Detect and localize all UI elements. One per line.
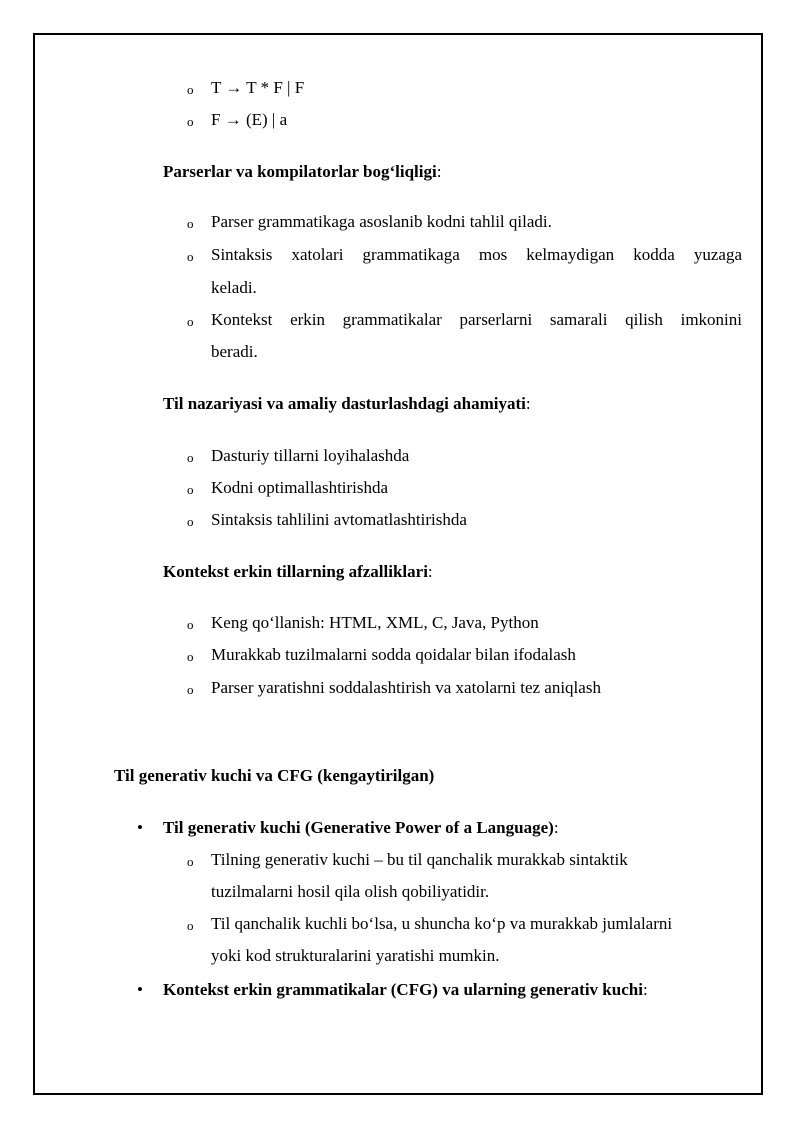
heading-parsers-compilers [163,162,441,182]
bullet-generative-power [163,818,559,838]
list-item: Dasturiy tillarni loyihalashda [211,446,410,465]
bullet-marker: • [137,818,143,837]
heading-advantages [163,562,433,582]
list-item: Murakkab tuzilmalarni sodda qoidalar bilan ifodalash [211,645,576,664]
heading-colon: : [642,980,648,999]
list-item: Kontekst erkin grammatikalar parserlarni samarali qilish imkonini [211,310,742,329]
sub-bullet-marker: o [187,482,194,497]
bullet-cfg-generative-text: Kontekst erkin grammatikalar (CFG) va ularning generativ kuchi [163,980,643,999]
bullet-marker: • [137,980,143,999]
sub-bullet-marker: o [187,114,194,129]
grammar-rule-f: F → (E) | a [211,110,288,129]
sub-bullet-marker: o [187,314,194,329]
heading-theory-practice [163,394,531,414]
list-item: Tilning generativ kuchi – bu til qanchalik murakkab sintaktik [211,850,628,869]
list-item: Til qanchalik kuchli bo‘lsa, u shuncha ko‘p va murakkab jumlalarni [211,914,673,933]
heading-colon: : [525,394,531,413]
heading-colon: : [436,162,442,181]
bullet-cfg-generative [163,980,648,1000]
heading-colon: : [553,818,559,837]
sub-bullet-marker: o [187,450,194,465]
heading-parsers-text: Parserlar va kompilatorlar bog‘liqligi [163,162,437,181]
list-item-continuation: keladi. [211,278,257,297]
sub-bullet-marker: o [187,249,194,264]
grammar-rule-t: T → T * F | F [211,78,305,97]
list-item: Parser grammatikaga asoslanib kodni tahlil qiladi. [211,212,552,231]
list-item: Keng qo‘llanish: HTML, XML, C, Java, Python [211,613,539,632]
list-item-continuation: tuzilmalarni hosil qila olish qobiliyatidir. [211,882,490,901]
heading-advantages-text: Kontekst erkin tillarning afzalliklari [163,562,428,581]
sub-bullet-marker: o [187,514,194,529]
heading-colon: : [427,562,433,581]
list-item: Sintaksis tahlilini avtomatlashtirishda [211,510,467,529]
sub-bullet-marker: o [187,682,194,697]
sub-bullet-marker: o [187,216,194,231]
list-item: Parser yaratishni soddalashtirish va xatolarni tez aniqlash [211,678,601,697]
bullet-generative-power-text: Til generativ kuchi (Generative Power of a Language) [163,818,554,837]
list-item: Sintaksis xatolari grammatikaga mos kelmaydigan kodda yuzaga [211,245,742,264]
heading-theory-text: Til nazariyasi va amaliy dasturlashdagi ahamiyati [163,394,526,413]
sub-bullet-marker: o [187,617,194,632]
list-item: Kodni optimallashtirishda [211,478,389,497]
sub-bullet-marker: o [187,854,194,869]
sub-bullet-marker: o [187,82,194,97]
sub-bullet-marker: o [187,649,194,664]
section-title-generative: Til generativ kuchi va CFG (kengaytirilgan) [114,766,435,785]
list-item-continuation: beradi. [211,342,258,361]
list-item-continuation: yoki kod strukturalarini yaratishi mumkin. [211,946,500,965]
sub-bullet-marker: o [187,918,194,933]
